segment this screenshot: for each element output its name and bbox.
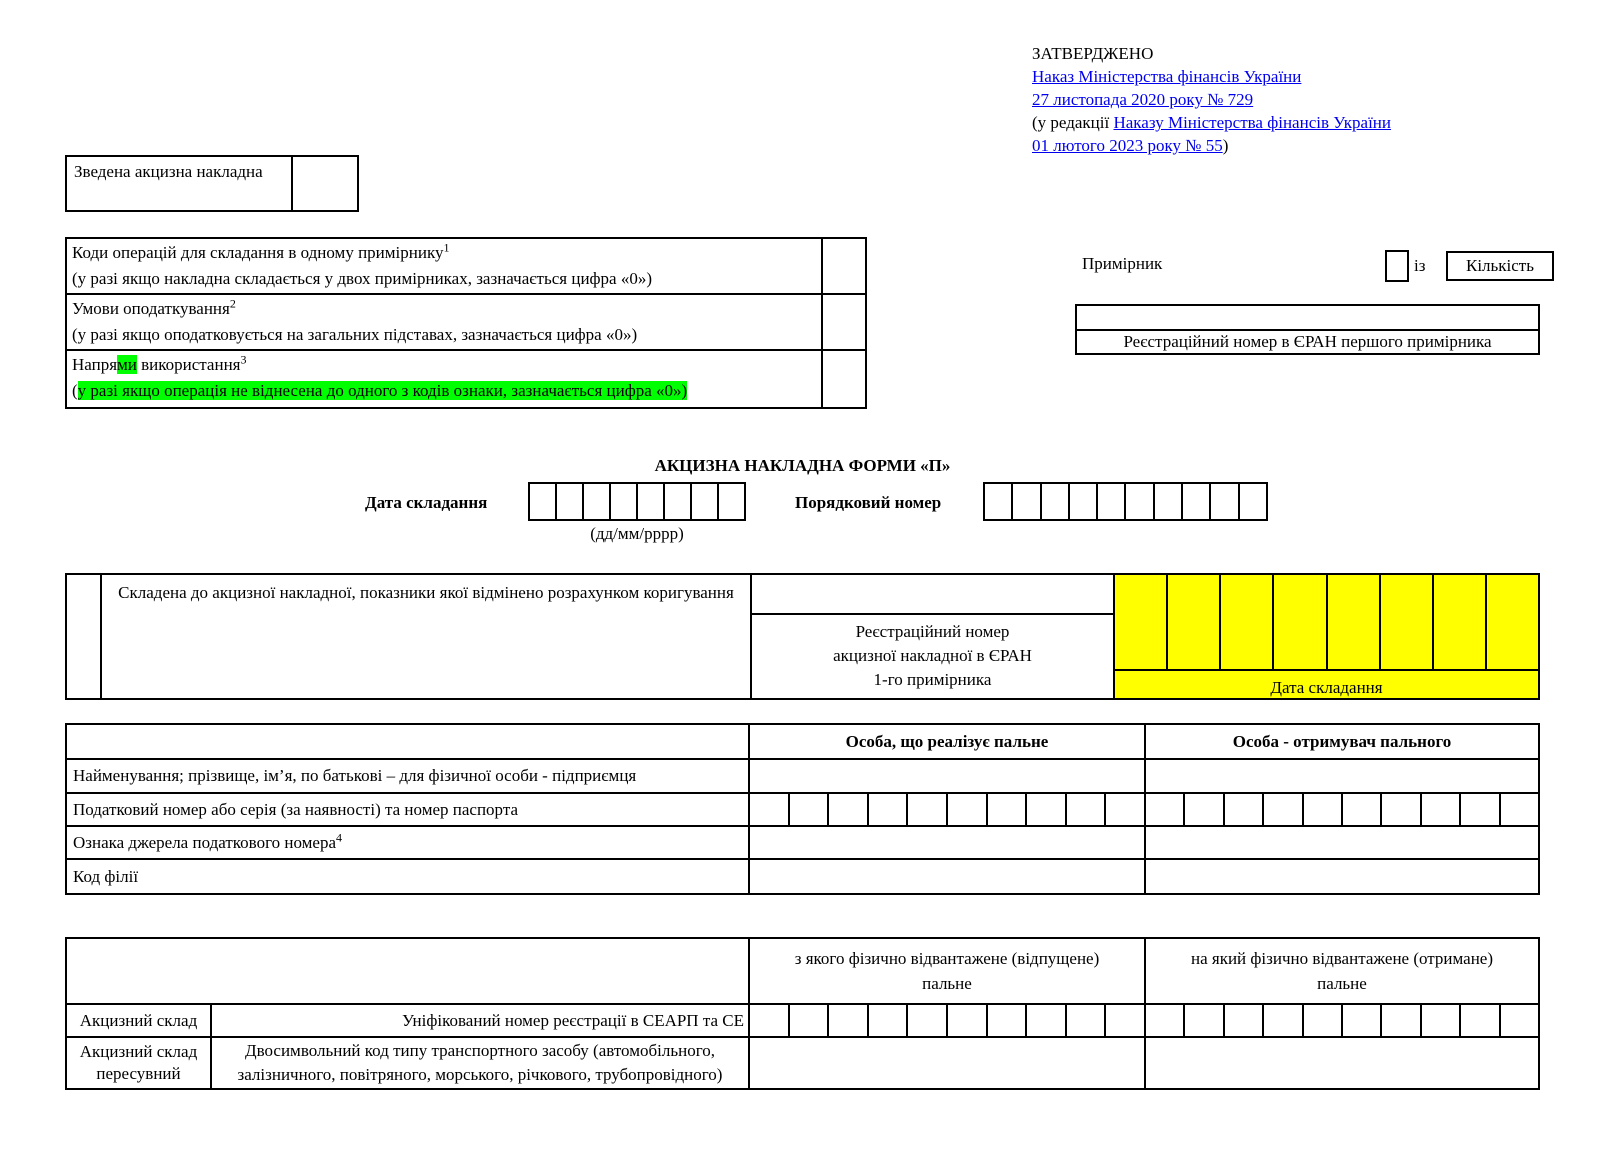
warehouse-from-transport-input-cell[interactable] xyxy=(750,1038,1146,1088)
warehouse-to-reg-input-grid xyxy=(1146,1005,1538,1036)
correction-reference-table xyxy=(65,573,1540,700)
grid-cell[interactable] xyxy=(1262,1005,1301,1036)
eran-reg-number-input-cell[interactable] xyxy=(1077,306,1538,331)
grid-cell[interactable] xyxy=(1153,484,1181,519)
grid-cell[interactable] xyxy=(582,484,609,519)
grid-cell[interactable] xyxy=(1025,1005,1065,1036)
edit-order-date-link[interactable]: 01 лютого 2023 року № 55 xyxy=(1032,136,1223,155)
grid-cell[interactable] xyxy=(1499,1005,1538,1036)
consolidated-invoice-input-cell[interactable] xyxy=(293,157,357,210)
grid-cell[interactable] xyxy=(1183,1005,1222,1036)
grid-cell[interactable] xyxy=(1341,1005,1380,1036)
grid-cell[interactable] xyxy=(1380,1005,1419,1036)
correction-reg-number-column xyxy=(752,575,1115,698)
grid-cell[interactable] xyxy=(1262,794,1301,825)
codes-row-operations-note: (у разі якщо накладна складається у двох примірниках, зазначається цифра «0») xyxy=(72,269,653,288)
persons-header-seller: Особа, що реалізує пальне xyxy=(750,725,1146,758)
approval-heading: ЗАТВЕРДЖЕНО xyxy=(1032,44,1154,63)
receiver-branch-input-cell[interactable] xyxy=(1146,860,1538,893)
grid-cell[interactable] xyxy=(1065,794,1105,825)
order-link[interactable]: Наказ Міністерства фінансів України xyxy=(1032,67,1302,86)
usage-note-prefix: ( xyxy=(72,381,78,400)
persons-row-source-label xyxy=(67,827,750,858)
form-title: АКЦИЗНА НАКЛАДНА ФОРМИ «П» xyxy=(654,456,951,475)
grid-cell[interactable] xyxy=(1302,794,1341,825)
grid-cell[interactable] xyxy=(636,484,663,519)
grid-cell[interactable] xyxy=(1146,794,1183,825)
warehouse-row-stationary-label: Акцизний склад xyxy=(67,1005,212,1036)
consolidated-invoice-box xyxy=(65,155,359,212)
grid-cell[interactable] xyxy=(1223,794,1262,825)
grid-cell[interactable] xyxy=(1025,794,1065,825)
codes-row-usage-input-cell[interactable] xyxy=(823,351,865,407)
grid-cell[interactable] xyxy=(663,484,690,519)
grid-cell[interactable] xyxy=(1124,484,1152,519)
warehouse-row-mobile xyxy=(67,1038,1538,1088)
date-label: Дата складання xyxy=(365,493,488,512)
warehouse-to-transport-input-cell[interactable] xyxy=(1146,1038,1538,1088)
grid-cell[interactable] xyxy=(906,1005,946,1036)
grid-cell[interactable] xyxy=(1181,484,1209,519)
correction-reg-line3: 1-го примірника xyxy=(873,670,992,689)
persons-header-empty-cell xyxy=(67,725,750,758)
grid-cell[interactable] xyxy=(827,1005,867,1036)
receiver-tax-number-input-grid xyxy=(1146,794,1538,825)
seller-source-input-cell[interactable] xyxy=(750,827,1146,858)
edit-suffix: ) xyxy=(1222,136,1229,155)
persons-row-branch-label: Код філії xyxy=(67,860,750,893)
receiver-tax-number-cell xyxy=(1146,794,1538,825)
grid-cell[interactable] xyxy=(867,794,907,825)
grid-cell[interactable] xyxy=(1040,484,1068,519)
correction-reg-line1: Реєстраційний номер xyxy=(855,622,1010,641)
grid-cell[interactable] xyxy=(1011,484,1039,519)
grid-cell[interactable] xyxy=(986,794,1026,825)
edit-order-link[interactable]: Наказу Міністерства фінансів України xyxy=(1113,113,1392,132)
quantity-box[interactable]: Кількість xyxy=(1446,251,1554,281)
grid-cell[interactable] xyxy=(1459,1005,1498,1036)
persons-row-tax-number-label: Податковий номер або серія (за наявності) та номер паспорта xyxy=(67,794,750,825)
grid-cell[interactable] xyxy=(946,1005,986,1036)
copy-label: Примірник xyxy=(1082,254,1163,273)
grid-cell[interactable] xyxy=(1238,484,1266,519)
grid-cell[interactable] xyxy=(946,794,986,825)
grid-cell[interactable] xyxy=(867,1005,907,1036)
seller-name-input-cell[interactable] xyxy=(750,760,1146,792)
codes-row-taxation xyxy=(67,295,865,351)
usage-title-part1: Напря xyxy=(72,355,118,374)
footnote-ref-3: 3 xyxy=(240,352,247,367)
grid-cell[interactable] xyxy=(1068,484,1096,519)
warehouse-header-to: на який фізично відвантажене (отримане) пальне xyxy=(1190,949,1493,993)
eran-reg-number-box xyxy=(1075,304,1540,355)
seller-tax-number-cell xyxy=(750,794,1146,825)
approval-order-date-line xyxy=(1032,88,1552,111)
warehouse-table xyxy=(65,937,1540,1090)
codes-row-operations-input-cell[interactable] xyxy=(823,239,865,293)
grid-cell[interactable] xyxy=(985,484,1011,519)
grid-cell[interactable] xyxy=(1432,575,1485,669)
codes-row-operations-title: Коди операцій для складання в одному примірнику xyxy=(72,243,444,262)
eran-reg-number-label: Реєстраційний номер в ЄРАН першого примірника xyxy=(1123,332,1492,351)
grid-cell[interactable] xyxy=(1341,794,1380,825)
grid-cell[interactable] xyxy=(1380,794,1419,825)
grid-cell[interactable] xyxy=(1209,484,1237,519)
usage-title-highlighted: ми xyxy=(117,355,137,374)
grid-cell[interactable] xyxy=(1104,1005,1144,1036)
approval-order-line xyxy=(1032,65,1552,88)
grid-cell[interactable] xyxy=(530,484,555,519)
codes-row-usage-text xyxy=(67,351,823,407)
persons-row-name-label: Найменування; прізвище, ім’я, по батькові – для фізичної особи - підприємця xyxy=(67,760,750,792)
correction-reg-number-input-cell[interactable] xyxy=(752,575,1113,615)
grid-cell[interactable] xyxy=(1379,575,1432,669)
warehouse-row-stationary-desc: Уніфікований номер реєстрації в СЕАРП та СЕ xyxy=(212,1005,750,1036)
correction-checkbox-cell[interactable] xyxy=(67,575,102,698)
grid-cell[interactable] xyxy=(1146,1005,1183,1036)
persons-row-branch xyxy=(67,860,1538,893)
persons-header-row xyxy=(67,725,1538,760)
grid-cell[interactable] xyxy=(1326,575,1379,669)
approval-block xyxy=(1032,42,1552,157)
grid-cell[interactable] xyxy=(1183,794,1222,825)
grid-cell[interactable] xyxy=(1485,575,1538,669)
grid-cell[interactable] xyxy=(1272,575,1325,669)
grid-cell[interactable] xyxy=(827,794,867,825)
correction-date-input-grid xyxy=(1115,575,1538,671)
grid-cell[interactable] xyxy=(1499,794,1538,825)
grid-cell[interactable] xyxy=(750,1005,788,1036)
codes-row-operations xyxy=(67,239,865,295)
grid-cell[interactable] xyxy=(555,484,582,519)
warehouse-to-reg-cell xyxy=(1146,1005,1538,1036)
usage-note-highlighted: у разі якщо операція не віднесена до одного з кодів ознаки, зазначається цифра «0») xyxy=(77,381,688,400)
correction-date-label: Дата складання xyxy=(1270,678,1383,697)
grid-cell[interactable] xyxy=(1065,1005,1105,1036)
seller-tax-number-input-grid xyxy=(750,794,1144,825)
grid-cell[interactable] xyxy=(1096,484,1124,519)
warehouse-header-row xyxy=(67,939,1538,1005)
approval-edit-date-line xyxy=(1032,134,1552,157)
persons-row-name xyxy=(67,760,1538,794)
date-input-grid xyxy=(528,482,746,521)
grid-cell[interactable] xyxy=(750,794,788,825)
serial-number-input-grid xyxy=(983,482,1268,521)
grid-cell[interactable] xyxy=(1420,1005,1459,1036)
grid-cell[interactable] xyxy=(788,1005,828,1036)
footnote-ref-2: 2 xyxy=(229,296,236,311)
persons-table xyxy=(65,723,1540,895)
grid-cell[interactable] xyxy=(1223,1005,1262,1036)
correction-reg-number-label xyxy=(752,615,1113,698)
footnote-ref-4: 4 xyxy=(336,829,342,844)
footnote-ref-1: 1 xyxy=(443,240,450,255)
codes-row-taxation-input-cell[interactable] xyxy=(823,295,865,349)
correction-reg-line2: акцизної накладної в ЄРАН xyxy=(833,646,1032,665)
operation-codes-table xyxy=(65,237,867,409)
correction-date-column xyxy=(1115,575,1538,698)
codes-row-operations-text xyxy=(67,239,823,293)
grid-cell[interactable] xyxy=(1302,1005,1341,1036)
approval-edit-line xyxy=(1032,111,1552,134)
receiver-name-input-cell[interactable] xyxy=(1146,760,1538,792)
receiver-source-input-cell[interactable] xyxy=(1146,827,1538,858)
warehouse-row-stationary xyxy=(67,1005,1538,1038)
warehouse-row-mobile-label: Акцизний склад пересувний xyxy=(67,1038,212,1088)
codes-row-taxation-text xyxy=(67,295,823,349)
usage-title-part2: використання xyxy=(136,355,241,374)
serial-number-label: Порядковий номер xyxy=(795,493,942,512)
grid-cell[interactable] xyxy=(1420,794,1459,825)
correction-description: Складена до акцизної накладної, показники якої відмінено розрахунком коригування xyxy=(102,575,752,698)
grid-cell[interactable] xyxy=(717,484,744,519)
codes-row-usage xyxy=(67,351,865,407)
grid-cell[interactable] xyxy=(1459,794,1498,825)
grid-cell[interactable] xyxy=(1104,794,1144,825)
order-date-link[interactable]: 27 листопада 2020 року № 729 xyxy=(1032,90,1254,109)
edit-prefix: (у редакції xyxy=(1032,113,1114,132)
persons-header-receiver: Особа - отримувач пального xyxy=(1232,731,1452,751)
codes-row-taxation-note: (у разі якщо оподатковується на загальних підставах, зазначається цифра «0») xyxy=(72,325,638,344)
copy-number-input-box[interactable] xyxy=(1385,250,1409,282)
grid-cell[interactable] xyxy=(906,794,946,825)
warehouse-header-from: з якого фізично відвантажене (відпущене) пальне xyxy=(750,939,1146,1003)
warehouse-header-empty-cell xyxy=(67,939,750,1003)
copy-of-label: із xyxy=(1414,256,1426,275)
seller-branch-input-cell[interactable] xyxy=(750,860,1146,893)
grid-cell[interactable] xyxy=(1166,575,1219,669)
grid-cell[interactable] xyxy=(1219,575,1272,669)
consolidated-invoice-label: Зведена акцизна накладна xyxy=(67,157,293,210)
grid-cell[interactable] xyxy=(1115,575,1166,669)
warehouse-row-mobile-desc: Двосимвольний код типу транспортного засобу (автомобільного, залізничного, повітряного, морського, річкового, трубопровідного) xyxy=(212,1038,750,1088)
grid-cell[interactable] xyxy=(690,484,717,519)
warehouse-from-reg-input-grid xyxy=(750,1005,1144,1036)
persons-row-tax-number xyxy=(67,794,1538,827)
grid-cell[interactable] xyxy=(788,794,828,825)
warehouse-from-reg-cell xyxy=(750,1005,1146,1036)
source-label-text: Ознака джерела податкового номера xyxy=(73,832,336,852)
codes-row-taxation-title: Умови оподаткування xyxy=(72,299,230,318)
date-format-hint: (дд/мм/рррр) xyxy=(590,524,684,543)
grid-cell[interactable] xyxy=(609,484,636,519)
persons-row-source xyxy=(67,827,1538,860)
grid-cell[interactable] xyxy=(986,1005,1026,1036)
